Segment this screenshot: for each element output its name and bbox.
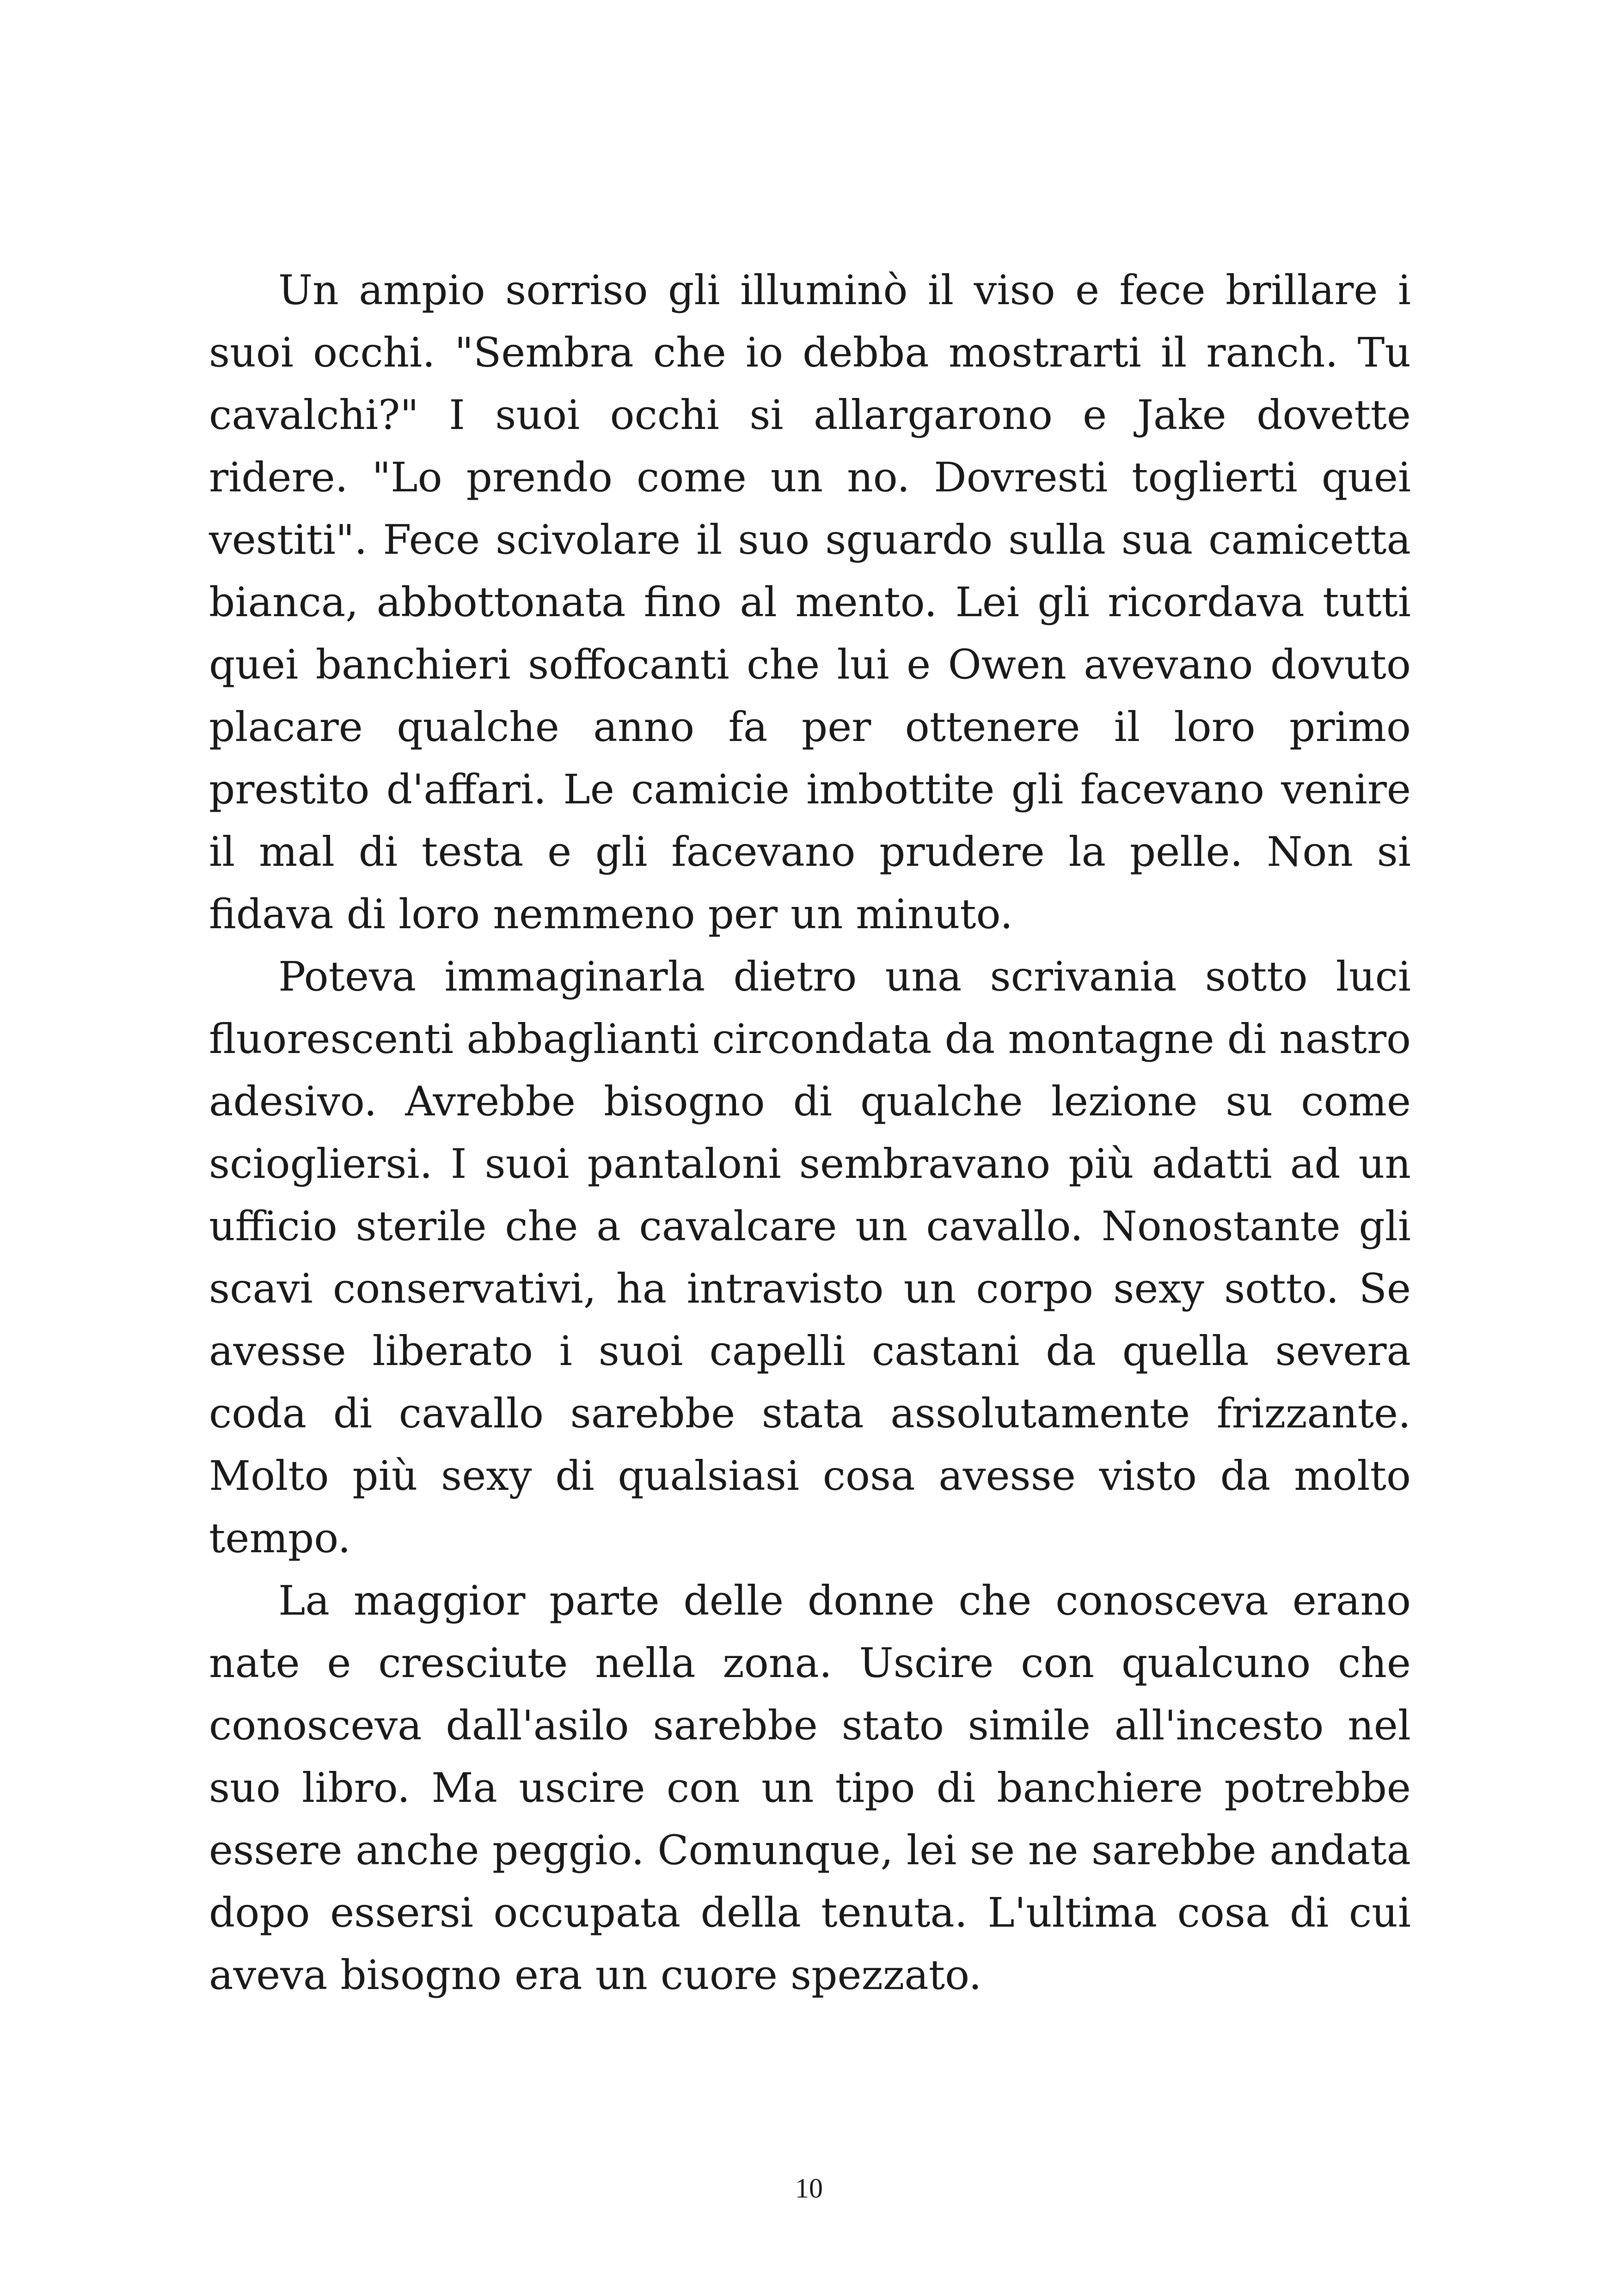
paragraph-2: Poteva immaginarla dietro una scrivania sotto luci fluorescenti abbaglianti circondata da montagne di nastro adesivo. Avrebbe bisogno di qualche lezione su come sciogliersi. I suoi pantaloni sembravano più adatti ad un ufficio sterile che a cavalcare un cavallo. Nonostante gli scavi conservativi, ha intravisto un corpo sexy sotto. Se avesse liberato i suoi capelli castani da quella severa coda di cavallo sarebbe stata assolutamente frizzante. Molto più sexy di qualsiasi cosa avesse visto da molto tempo. [209, 953, 1411, 1562]
body-text [209, 259, 1411, 2006]
page-number: 10 [795, 2173, 823, 2204]
paragraph-3: La maggior parte delle donne che conosceva erano nate e cresciute nella zona. Uscire con qualcuno che conosceva dall'asilo sarebbe stato simile all'incesto nel suo libro. Ma uscire con un tipo di banchiere potrebbe essere anche peggio. Comunque, lei se ne sarebbe andata dopo essersi occupata della tenuta. L'ultima cosa di cui aveva bisogno era un cuore spezzato. [209, 1577, 1411, 1999]
paragraph-1: Un ampio sorriso gli illuminò il viso e fece brillare i suoi occhi. "Sembra che io debba mostrarti il ranch. Tu cavalchi?" I suoi occhi si allargarono e Jake dovette ridere. "Lo prendo come un no. Dovresti toglierti quei vestiti". Fece scivolare il suo sguardo sulla sua camicetta bianca, abbottonata fino al mento. Lei gli ricordava tutti quei banchieri soffocanti che lui e Owen avevano dovuto placare qualche anno fa per ottenere il loro primo prestito d'affari. Le camicie imbottite gli facevano venire il mal di testa e gli facevano prudere la pelle. Non si fidava di loro nemmeno per un minuto. [209, 266, 1411, 938]
